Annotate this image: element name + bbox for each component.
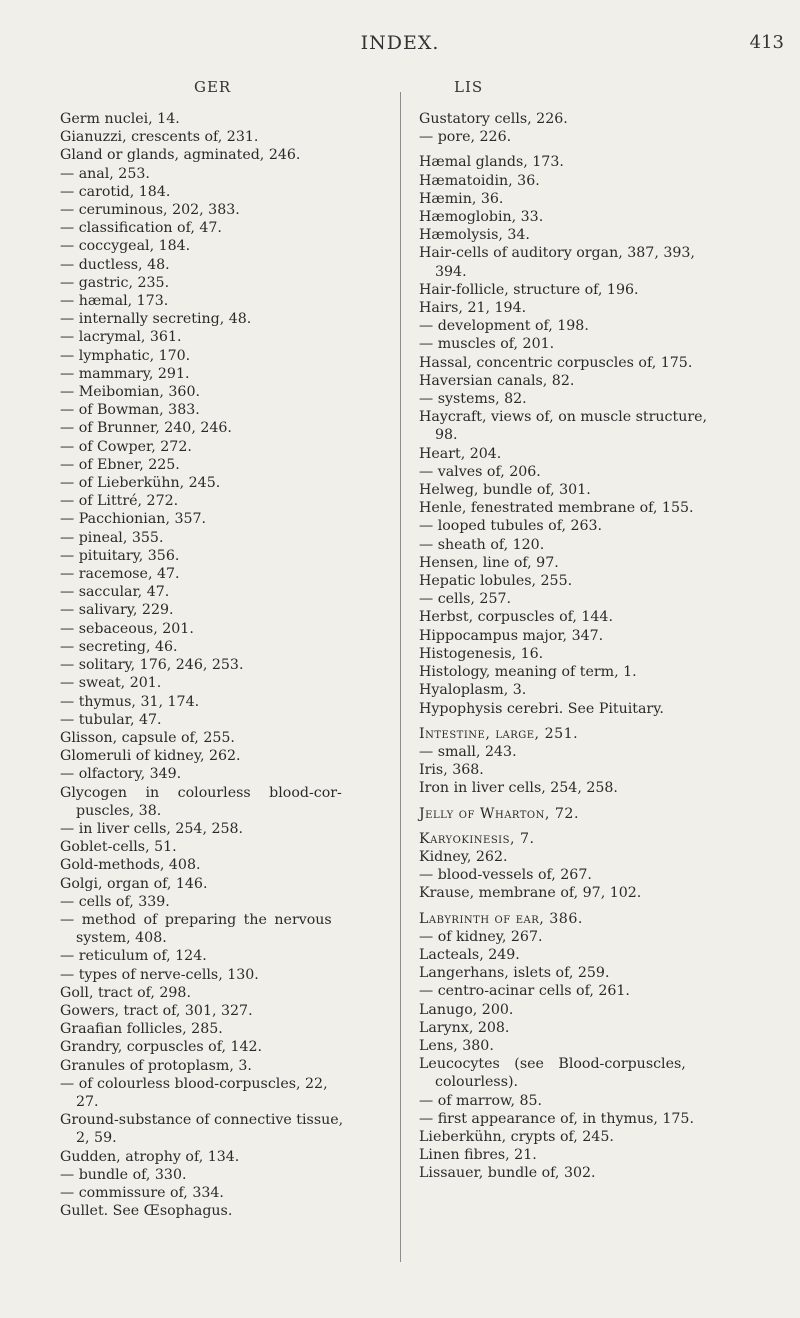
index-entry: Larynx, 208. [419, 1019, 510, 1036]
index-subentry: — tubular, 47. [60, 711, 162, 728]
index-entry: Golgi, organ of, 146. [60, 875, 208, 892]
index-entry: Hair-cells of auditory organ, 387, 393, [419, 245, 695, 262]
index-subentry: — solitary, 176, 246, 253. [60, 657, 244, 674]
index-entry: Iron in liver cells, 254, 258. [419, 780, 618, 797]
page-title: INDEX. [360, 32, 440, 54]
index-entry: Krause, membrane of, 97, 102. [419, 885, 642, 902]
index-entry: Gowers, tract of, 301, 327. [60, 1002, 253, 1019]
index-subentry: — sheath of, 120. [419, 536, 545, 553]
index-entry: Kidney, 262. [419, 848, 508, 865]
index-subentry: — cells of, 339. [60, 893, 170, 910]
index-entry: Ground-substance of connective tissue, [60, 1112, 344, 1129]
index-subentry: — of Ebner, 225. [60, 456, 180, 473]
index-entry-continuation: 2, 59. [76, 1130, 117, 1147]
index-subentry: — centro-acinar cells of, 261. [419, 983, 630, 1000]
section-gap [419, 903, 794, 910]
index-entry: Karyokinesis, 7. [419, 830, 535, 847]
index-entry: Gold-methods, 408. [60, 857, 201, 874]
index-entry-continuation: colourless). [435, 1074, 519, 1091]
index-subentry: — small, 243. [419, 743, 517, 760]
index-entry: Haycraft, views of, on muscle structure, [419, 409, 708, 426]
index-entry: Goll, tract of, 298. [60, 984, 191, 1001]
index-subentry: — method of preparing the nervous [60, 911, 332, 928]
index-entry: Hippocampus major, 347. [419, 627, 604, 644]
index-entry-continuation: puscles, 38. [76, 802, 162, 819]
index-entry: Hæmatoidin, 36. [419, 172, 540, 189]
index-entry: Henle, fenestrated membrane of, 155. [419, 500, 694, 517]
index-subentry: — cells, 257. [419, 591, 512, 608]
guide-word-right: LIS [454, 78, 484, 96]
index-subentry: — commissure of, 334. [60, 1184, 224, 1201]
index-subentry: — secreting, 46. [60, 638, 178, 655]
index-subentry: — muscles of, 201. [419, 336, 555, 353]
index-subentry: — pituitary, 356. [60, 547, 180, 564]
index-entry: Gianuzzi, crescents of, 231. [60, 129, 259, 146]
index-subentry: — racemose, 47. [60, 566, 180, 583]
index-entry: Haversian canals, 82. [419, 372, 575, 389]
index-subentry: — coccygeal, 184. [60, 238, 191, 255]
index-entry: Linen fibres, 21. [419, 1147, 537, 1164]
index-subentry: — internally secreting, 48. [60, 311, 252, 328]
index-entry: Intestine, large, 251. [419, 725, 579, 742]
index-entry: Iris, 368. [419, 762, 484, 779]
index-entry: Hæmolysis, 34. [419, 227, 530, 244]
index-subentry: — pore, 226. [419, 129, 512, 146]
index-entry: Lanugo, 200. [419, 1001, 514, 1018]
index-entry: Gland or glands, agminated, 246. [60, 147, 301, 164]
index-subentry: — gastric, 235. [60, 274, 170, 291]
index-entry: Grandry, corpuscles of, 142. [60, 1039, 263, 1056]
index-entry: Hepatic lobules, 255. [419, 573, 573, 590]
index-entry: Herbst, corpuscles of, 144. [419, 609, 613, 626]
index-subentry: — of kidney, 267. [419, 928, 543, 945]
index-subentry: — Pacchionian, 357. [60, 511, 207, 528]
index-entry: Hassal, concentric corpuscles of, 175. [419, 354, 693, 371]
column-divider [400, 92, 401, 1262]
index-entry: Helweg, bundle of, 301. [419, 482, 591, 499]
index-entry: Lissauer, bundle of, 302. [419, 1165, 596, 1182]
index-subentry: — blood-vessels of, 267. [419, 867, 592, 884]
index-subentry: — valves of, 206. [419, 463, 541, 480]
index-subentry: — of marrow, 85. [419, 1092, 543, 1109]
section-gap [419, 718, 794, 725]
index-subentry: — of Lieberkühn, 245. [60, 475, 221, 492]
index-subentry: — anal, 253. [60, 165, 150, 182]
index-entry: Jelly of Wharton, 72. [419, 805, 579, 822]
index-entry: Lens, 380. [419, 1037, 494, 1054]
index-entry: Histology, meaning of term, 1. [419, 664, 637, 681]
index-subentry: — of Brunner, 240, 246. [60, 420, 232, 437]
index-column-left [60, 110, 380, 1220]
index-subentry: — thymus, 31, 174. [60, 693, 200, 710]
index-entry: Graafian follicles, 285. [60, 1021, 223, 1038]
index-entry: Lacteals, 249. [419, 946, 520, 963]
section-gap [419, 146, 794, 153]
index-subentry: — systems, 82. [419, 391, 527, 408]
index-entry: Glycogen in colourless blood-cor- [60, 784, 342, 801]
index-entry: Gudden, atrophy of, 134. [60, 1148, 240, 1165]
index-subentry: — of colourless blood-corpuscles, 22, [60, 1075, 328, 1092]
index-subentry: — ductless, 48. [60, 256, 170, 273]
index-entry-continuation: 98. [435, 427, 458, 444]
index-entry: Hair-follicle, structure of, 196. [419, 281, 639, 298]
index-subentry: — classification of, 47. [60, 220, 222, 237]
index-entry: Germ nuclei, 14. [60, 111, 180, 127]
index-subentry: — pineal, 355. [60, 529, 164, 546]
index-entry: Gullet. See Œsophagus. [60, 1203, 233, 1220]
section-gap [419, 798, 794, 805]
index-entry: Gustatory cells, 226. [419, 111, 568, 127]
index-entry: Goblet-cells, 51. [60, 839, 177, 856]
index-subentry: — mammary, 291. [60, 365, 190, 382]
index-subentry: — ceruminous, 202, 383. [60, 202, 240, 219]
index-subentry: — bundle of, 330. [60, 1166, 187, 1183]
index-subentry: — looped tubules of, 263. [419, 518, 603, 535]
index-subentry: — salivary, 229. [60, 602, 174, 619]
index-subentry: — olfactory, 349. [60, 766, 182, 783]
index-entry: Hæmal glands, 173. [419, 154, 564, 171]
index-subentry: — lymphatic, 170. [60, 347, 191, 364]
index-entry-continuation: 27. [76, 1093, 99, 1110]
section-gap [419, 823, 794, 830]
index-entry: Hæmoglobin, 33. [419, 209, 544, 226]
index-subentry: — hæmal, 173. [60, 293, 169, 310]
index-entry: Glisson, capsule of, 255. [60, 729, 235, 746]
index-subentry: — first appearance of, in thymus, 175. [419, 1110, 694, 1127]
index-entry: Heart, 204. [419, 445, 502, 462]
index-subentry: — sebaceous, 201. [60, 620, 194, 637]
index-entry: Hairs, 21, 194. [419, 300, 527, 317]
index-entry: Hæmin, 36. [419, 190, 504, 207]
index-subentry: — Meibomian, 360. [60, 384, 200, 401]
index-entry: Labyrinth of ear, 386. [419, 910, 583, 927]
index-subentry: — of Bowman, 383. [60, 402, 200, 419]
index-subentry: — reticulum of, 124. [60, 948, 207, 965]
index-subentry: — in liver cells, 254, 258. [60, 820, 244, 837]
index-subentry: — types of nerve-cells, 130. [60, 966, 259, 983]
index-entry: Hypophysis cerebri. See Pituitary. [419, 700, 664, 717]
index-subentry: — lacrymal, 361. [60, 329, 182, 346]
page-header [0, 32, 800, 56]
index-entry-continuation: system, 408. [76, 930, 167, 947]
index-subentry: — of Littré, 272. [60, 493, 179, 510]
index-subentry: — development of, 198. [419, 318, 589, 335]
index-entry: Hyaloplasm, 3. [419, 682, 527, 699]
index-entry: Hensen, line of, 97. [419, 554, 559, 571]
index-entry: Lieberkühn, crypts of, 245. [419, 1128, 614, 1145]
page-number: 413 [749, 32, 784, 53]
index-column-right [419, 110, 794, 1183]
index-entry-continuation: 394. [435, 263, 467, 280]
index-subentry: — saccular, 47. [60, 584, 170, 601]
index-entry: Glomeruli of kidney, 262. [60, 748, 241, 765]
index-entry: Langerhans, islets of, 259. [419, 965, 610, 982]
guide-word-left: GER [194, 78, 232, 96]
index-entry: Granules of protoplasm, 3. [60, 1057, 252, 1074]
index-subentry: — sweat, 201. [60, 675, 162, 692]
index-entry: Leucocytes (see Blood-corpuscles, [419, 1056, 686, 1073]
index-subentry: — of Cowper, 272. [60, 438, 192, 455]
index-entry: Histogenesis, 16. [419, 645, 544, 662]
index-subentry: — carotid, 184. [60, 183, 171, 200]
